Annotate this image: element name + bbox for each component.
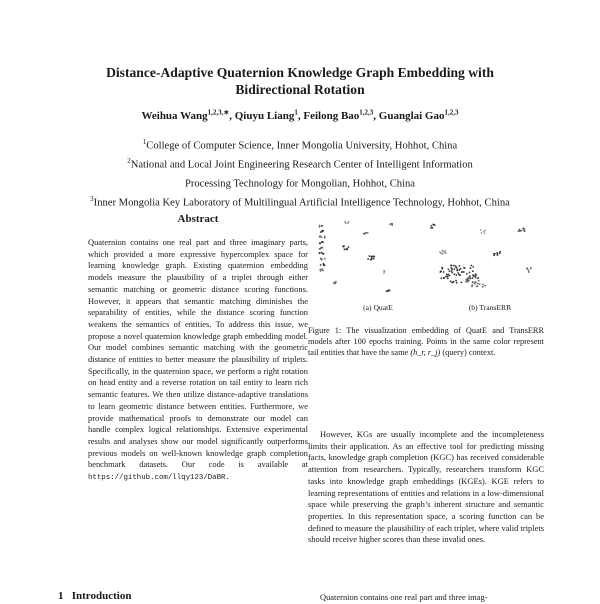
- scatter-point: [319, 236, 321, 238]
- scatter-point: [443, 277, 445, 279]
- author: Feilong Bao$^{1,2,3}$,: [303, 108, 379, 122]
- section-number: 1: [58, 590, 64, 602]
- scatter-point: [497, 254, 499, 256]
- scatter-point: [468, 276, 470, 278]
- scatter-point: [383, 272, 385, 274]
- scatter-point: [391, 223, 393, 225]
- scatter-point: [456, 267, 458, 269]
- scatter-point: [320, 264, 322, 266]
- scatter-point: [470, 278, 472, 280]
- scatter-point: [320, 270, 322, 272]
- scatter-point: [451, 270, 453, 272]
- scatter-point: [484, 285, 486, 287]
- scatter-point: [470, 267, 472, 269]
- scatter-point: [526, 267, 528, 269]
- scatter-point: [443, 271, 445, 273]
- scatter-point: [368, 255, 370, 257]
- figure-1: [308, 212, 548, 312]
- scatter-point: [345, 222, 347, 224]
- paper-title-line: Bidirectional Rotation: [235, 82, 365, 97]
- scatter-point: [472, 266, 474, 268]
- scatter-point: [389, 290, 391, 292]
- scatter-point: [455, 280, 457, 282]
- scatter-point: [482, 284, 484, 286]
- caption-text: The visualization embedding of QuatE and TransERR models after 100 epochs training. Points in the same color represent tail entities that have the same: [308, 326, 544, 358]
- scatter-point: [319, 226, 321, 228]
- scatter-point: [318, 252, 320, 254]
- author: Guanglai Gao$^{1,2,3}$: [378, 108, 459, 122]
- scatter-point: [367, 258, 369, 260]
- scatter-point: [321, 252, 323, 254]
- scatter-point: [320, 258, 322, 260]
- section-heading: [58, 590, 278, 602]
- scatter-point: [389, 223, 391, 225]
- abstract-text: Quaternion contains one real part and three imaginary parts, which provided a more expressive hypercomplex space for learning knowledge graph. Existing quaternion embedding models measure the plausibility of a triplet through either semantic matching or geometric distance scoring functions. However, it appears that semantic matching diminishes the separability of entities, while the distance scoring function weakens the semantics of entities. To address this issue, we propose a novel quaternion knowledge graph embedding model. Our model combines semantic matching with the geometric distance of entities to better measure the plausibility of triplets. Specifically, in the quaternion space, we perform a right rotation on head entity and a reverse rotation on tail entity to learn rich semantic features. We then utilize distance-adaptive translations to learn geometric distance between entities. Furthermore, we provide mathematical proofs to demonstrate our model can handle complex logical relationships. Extensive experimental results and analyses show our model significantly outperforms previous models on well-known knowledge graph completion benchmark datasets. Our code is available at: [88, 237, 308, 470]
- code-link[interactable]: https://github.com/llqy123/DaBR.: [88, 474, 230, 483]
- scatter-point: [440, 270, 442, 272]
- scatter-point: [453, 265, 455, 267]
- scatter-point: [482, 286, 484, 288]
- scatter-point: [458, 274, 460, 276]
- scatter-point: [467, 280, 469, 282]
- scatter-point: [321, 241, 323, 243]
- scatter-point: [431, 225, 433, 227]
- scatter-point: [372, 255, 374, 257]
- paper-title-line: Distance-Adaptive Quaternion Knowledge Graph Embedding with: [106, 65, 494, 80]
- scatter-point: [459, 265, 461, 267]
- scatter-point: [484, 233, 486, 235]
- scatter-point: [446, 274, 448, 276]
- scatter-point: [475, 273, 477, 275]
- scatter-point: [447, 274, 449, 276]
- scatter-point: [322, 270, 324, 272]
- scatter-point: [387, 291, 389, 293]
- scatter-point: [367, 232, 369, 234]
- scatter-point: [319, 242, 321, 244]
- caption-label: Figure 1:: [308, 326, 342, 335]
- scatter-point: [447, 277, 449, 279]
- scatter-point: [370, 259, 372, 261]
- scatter-point: [450, 280, 452, 282]
- scatter-point: [528, 271, 530, 273]
- scatter-point: [324, 258, 326, 260]
- scatter-point: [442, 250, 444, 252]
- caption-text-end: (query) context.: [442, 348, 496, 358]
- intro-paragraph: However, KGs are usually incomplete and the incompleteness limits their application. As an effective tool for predicting missing facts, knowledge graph completion (KGC) has received considerable attention from researchers. Typically, researchers transform KGC tasks into knowledge graph embeddings (KGEs). KGE refers to learning representations of entities and relations in a low-dimensional space while preserving the graph’s inherent structure and semantic properties. In this representation space, a scoring function can be defined to measure the plausibility of each triplet, where valid triplets should receive higher scores than these invalid ones.: [308, 429, 544, 545]
- scatter-point: [530, 268, 532, 270]
- scatter-point: [457, 272, 459, 274]
- scatter-point: [477, 278, 479, 280]
- scatter-point: [442, 253, 444, 255]
- affiliation: $^3$Inner Mongolia Key Laboratory of Multilingual Artificial Intelligence Technology, Hohhot, China: [90, 195, 510, 209]
- scatter-point: [373, 258, 375, 260]
- scatter-point: [322, 247, 324, 249]
- scatter-point: [322, 253, 324, 255]
- scatter-point: [474, 281, 476, 283]
- scatter-point: [323, 264, 325, 266]
- caption-math: (h_r, r_j): [410, 348, 441, 358]
- scatter-point: [451, 282, 453, 284]
- scatter-point: [445, 276, 447, 278]
- scatter-visualization: [308, 212, 548, 312]
- scatter-point: [499, 252, 501, 254]
- scatter-point: [364, 233, 366, 235]
- figure-caption: [308, 325, 544, 359]
- scatter-point: [481, 232, 483, 234]
- author-list: [40, 105, 560, 123]
- scatter-point: [454, 268, 456, 270]
- scatter-point: [321, 236, 323, 238]
- scatter-point: [348, 221, 350, 223]
- affiliation: $^1$College of Computer Science, Inner Mongolia University, Hohhot, China: [142, 138, 458, 152]
- scatter-point: [478, 280, 480, 282]
- scatter-point: [456, 270, 458, 272]
- scatter-point: [443, 251, 445, 253]
- scatter-point: [440, 277, 442, 279]
- scatter-point: [461, 271, 463, 273]
- subcaption-b: (b) TransERR: [468, 303, 512, 312]
- scatter-point: [471, 284, 473, 286]
- scatter-point: [453, 273, 455, 275]
- affiliation-list: [40, 135, 560, 212]
- scatter-point: [456, 282, 458, 284]
- scatter-point: [476, 286, 478, 288]
- scatter-point: [451, 265, 453, 267]
- scatter-point: [320, 248, 322, 250]
- panel-transerr-scatter: [430, 224, 532, 288]
- scatter-point: [472, 281, 474, 283]
- scatter-point: [322, 231, 324, 233]
- scatter-point: [344, 248, 346, 250]
- abstract-heading: Abstract: [177, 213, 219, 225]
- scatter-point: [474, 276, 476, 278]
- scatter-point: [472, 277, 474, 279]
- abstract-body: [88, 237, 308, 485]
- scatter-point: [441, 267, 443, 269]
- scatter-point: [449, 270, 451, 272]
- scatter-point: [447, 275, 449, 277]
- affiliation: $^2$National and Local Joint Engineering Research Center of Intelligent Information: [127, 157, 473, 171]
- scatter-point: [477, 283, 479, 285]
- scatter-point: [460, 268, 462, 270]
- scatter-point: [523, 229, 525, 231]
- scatter-point: [434, 224, 436, 226]
- scatter-point: [521, 230, 523, 232]
- scatter-point: [466, 273, 468, 275]
- scatter-point: [440, 252, 442, 254]
- scatter-point: [465, 281, 467, 283]
- scatter-point: [444, 252, 446, 254]
- affiliation: Processing Technology for Mongolian, Hohhot, China: [184, 178, 416, 190]
- scatter-point: [493, 255, 495, 257]
- author: Weihua Wang$^{1,2,3,∗}$,: [141, 108, 235, 122]
- scatter-point: [472, 270, 474, 272]
- author: Qiuyu Liang$^1$,: [234, 108, 304, 122]
- scatter-point: [324, 236, 326, 238]
- scatter-point: [343, 245, 345, 247]
- scatter-point: [469, 272, 471, 274]
- scatter-point: [479, 283, 481, 285]
- scatter-point: [334, 282, 336, 284]
- scatter-point: [461, 282, 463, 284]
- intro-paragraph-2: Quaternion contains one real part and three imag-: [320, 592, 488, 602]
- scatter-point: [384, 271, 386, 273]
- scatter-point: [463, 271, 465, 273]
- paper-title: [40, 64, 560, 98]
- scatter-point: [348, 246, 350, 248]
- scatter-point: [345, 248, 347, 250]
- section-title: Introduction: [71, 590, 132, 602]
- scatter-point: [480, 229, 482, 231]
- scatter-point: [528, 269, 530, 271]
- scatter-point: [455, 274, 457, 276]
- panel-quate-scatter: [318, 221, 393, 293]
- scatter-point: [450, 267, 452, 269]
- subcaption-a: (a) QuatE: [363, 303, 393, 312]
- scatter-point: [467, 278, 469, 280]
- scatter-point: [484, 230, 486, 232]
- scatter-point: [470, 265, 472, 267]
- scatter-point: [519, 230, 521, 232]
- scatter-point: [432, 227, 434, 229]
- scatter-point: [322, 225, 324, 227]
- scatter-point: [448, 269, 450, 271]
- scatter-point: [464, 267, 466, 269]
